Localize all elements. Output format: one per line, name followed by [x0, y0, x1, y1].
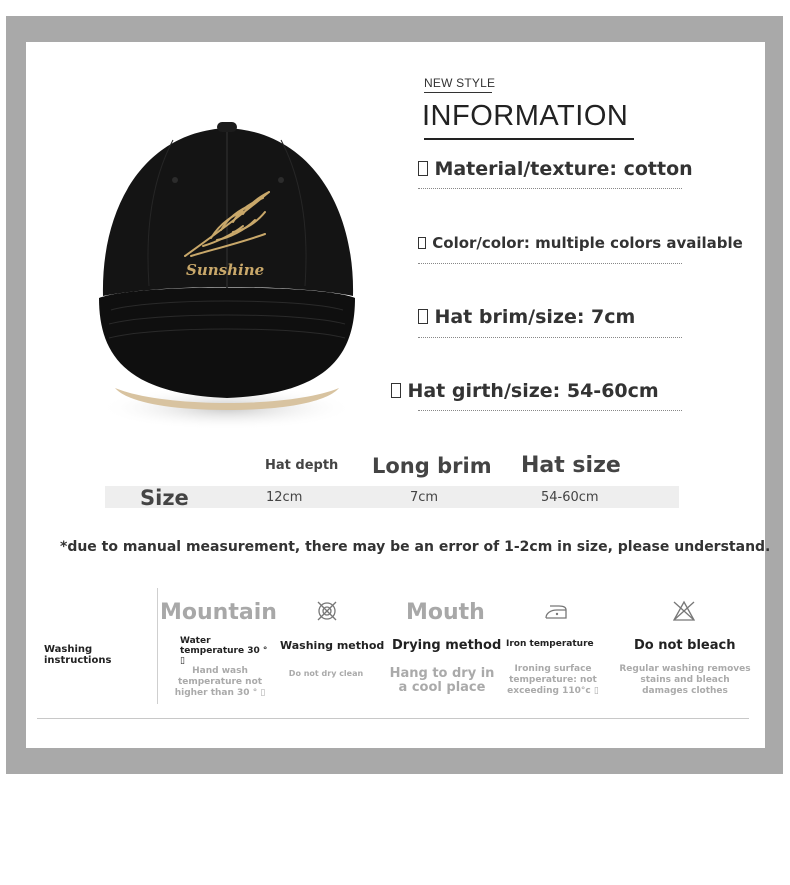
no-bleach-icon [671, 600, 697, 622]
bullet-glyph-icon [391, 383, 401, 398]
new-style-underline [424, 92, 492, 93]
col5-label: Do not bleach [634, 638, 736, 653]
spec-divider [418, 410, 682, 411]
new-style-label: NEW STYLE [424, 76, 496, 90]
size-row-label: Size [140, 486, 189, 510]
bottom-divider [37, 718, 749, 719]
spec-divider [418, 337, 682, 338]
information-underline [424, 138, 634, 140]
information-title: INFORMATION [422, 100, 629, 132]
col2-description: Do not dry clean [288, 669, 364, 678]
size-value-hat-depth: 12cm [266, 490, 303, 505]
spec-divider [418, 263, 682, 264]
measurement-note: *due to manual measurement, there may be an error of 1-2cm in size, please understand. [60, 539, 771, 555]
col1-label: Water temperature 30 ° ▯ [180, 636, 268, 666]
col1-description: Hand wash temperature not higher than 30 ° ▯ [174, 666, 266, 698]
washing-instructions-label: Washing instructions [44, 644, 112, 666]
washing-divider [157, 588, 158, 704]
col5-description: Regular washing removes stains and bleach damages clothes [619, 664, 751, 696]
col1-big-text: Mountain [160, 600, 277, 625]
spec-divider [418, 188, 682, 189]
spec-girth: Hat girth/size: 54-60cm [391, 380, 659, 402]
col4-description: Ironing surface temperature: not exceeding 110°c ▯ [507, 664, 599, 696]
hat-embroidery-text: Sunshine [186, 261, 265, 279]
col3-label: Drying method [392, 638, 502, 653]
no-tumble-dry-icon [314, 600, 340, 622]
col3-big-text: Mouth [406, 600, 485, 625]
size-header-long-brim: Long brim [372, 454, 492, 478]
size-header-hat-size: Hat size [521, 453, 621, 478]
size-header-hat-depth: Hat depth [265, 458, 339, 473]
col2-label: Washing method [280, 639, 385, 652]
size-value-hat-size: 54-60cm [541, 490, 599, 505]
col4-label: Iron temperature [506, 639, 594, 649]
iron-icon [543, 601, 569, 623]
bullet-glyph-icon [418, 237, 426, 249]
size-value-long-brim: 7cm [410, 490, 439, 505]
spec-material: Material/texture: cotton [418, 158, 693, 180]
col3-description: Hang to dry in a cool place [389, 666, 495, 695]
bullet-glyph-icon [418, 309, 428, 324]
spec-color: Color/color: multiple colors available [418, 234, 743, 252]
spec-brim: Hat brim/size: 7cm [418, 306, 635, 328]
bullet-glyph-icon [418, 161, 428, 176]
baseball-cap-image [93, 118, 361, 438]
